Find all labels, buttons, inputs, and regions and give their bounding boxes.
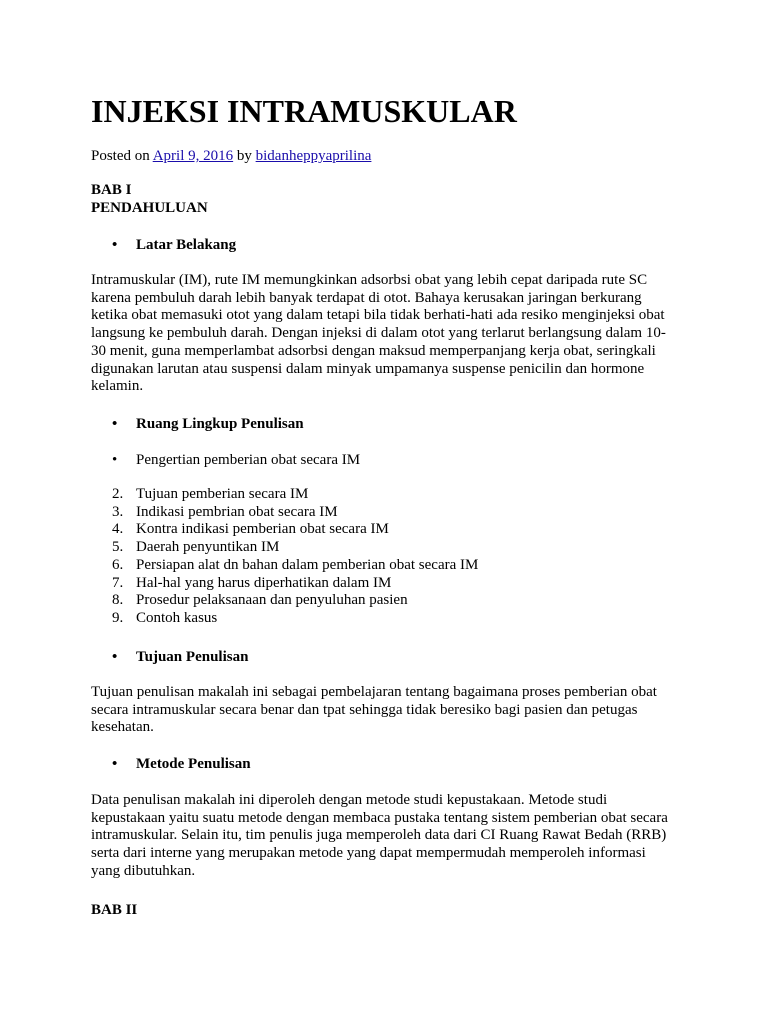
list-item	[112, 610, 478, 628]
list-item-label: Daerah penyuntikan IM	[136, 539, 280, 556]
list-number: 7.	[112, 574, 124, 591]
list-item-label: Contoh kasus	[136, 609, 218, 626]
bullet-icon: •	[112, 416, 118, 432]
paragraph-tujuan: Tujuan penulisan makalah ini sebagai pembelajaran tentang bagaimana proses pemberian obat secara intramuskular secara benar dan tpat sehingga tidak beresiko bagi pasien dan petugas kesehatan.	[91, 684, 657, 736]
section-heading-tujuan	[112, 648, 248, 666]
chapter-number: BAB I	[91, 182, 132, 198]
list-item	[112, 521, 478, 539]
list-item-label: Kontra indikasi pemberian obat secara IM	[136, 521, 389, 538]
list-item-label: Indikasi pembrian obat secara IM	[136, 503, 338, 520]
scope-list	[112, 486, 478, 628]
page-title: INJEKSI INTRAMUSKULAR	[91, 93, 517, 129]
posted-on-label: Posted on	[91, 148, 150, 164]
list-number: 3.	[112, 503, 124, 520]
chapter2-heading: BAB II	[91, 902, 138, 918]
list-item-label: Prosedur pelaksanaan dan penyuluhan pasien	[136, 592, 408, 609]
paragraph-metode: Data penulisan makalah ini diperoleh dengan metode studi kepustakaan. Metode studi kepustakaan yaitu suatu metode dengan membaca pustaka tentang sistem pemberian obat secara intramuskular. Selain itu, tim penulis juga memperoleh data dari CI Ruang Rawat Bedah (RRB) serta dari interne yang merupakan metode yang dapat mempermudah memperoleh informasi yang dibutuhkan.	[91, 792, 668, 879]
list-item-label: Tujuan pemberian secara IM	[136, 486, 309, 502]
list-item	[112, 575, 478, 593]
section-heading-label: Ruang Lingkup Penulisan	[136, 416, 304, 432]
section-heading-latar	[112, 236, 236, 254]
list-item-pengertian	[112, 451, 360, 469]
by-label: by	[236, 148, 252, 164]
list-number: 6.	[112, 556, 124, 573]
list-item-label: Persiapan alat dn bahan dalam pemberian obat secara IM	[136, 556, 479, 573]
list-number: 2.	[112, 486, 124, 502]
list-item-label: Hal-hal yang harus diperhatikan dalam IM	[136, 574, 392, 591]
list-number: 4.	[112, 521, 124, 538]
list-item	[112, 592, 478, 610]
list-item-label: Pengertian pemberian obat secara IM	[136, 452, 361, 468]
post-date-link[interactable]: April 9, 2016	[152, 148, 234, 164]
section-heading-ruang	[112, 415, 304, 433]
post-meta	[91, 146, 371, 166]
bullet-icon: •	[112, 237, 118, 253]
list-item	[112, 504, 478, 522]
section-heading-label: Tujuan Penulisan	[136, 649, 249, 665]
bullet-icon: •	[112, 756, 118, 772]
list-item	[112, 557, 478, 575]
chapter-title: PENDAHULUAN	[91, 199, 208, 216]
bullet-icon: •	[112, 649, 118, 665]
list-number: 8.	[112, 592, 124, 609]
section-heading-label: Latar Belakang	[136, 237, 237, 253]
chapter-heading	[91, 182, 671, 217]
paragraph-latar: Intramuskular (IM), rute IM memungkinkan adsorbsi obat yang lebih cepat daripada rute SC karena pembuluh darah lebih banyak terdapat di otot. Bahaya kerusakan jaringan berkurang ketika obat memasuki otot yang dalam tetapi bila tidak berhati-hati ada resiko menginjeksi obat langsung ke pembuluh darah. Dengan injeksi di dalam otot yang terlarut berlangsung dalam 10-30 menit, guna memperlambat adsorbsi dengan maksud memperpanjang kerja obat, seringkali digunakan larutan atau suspensi dalam minyak umpamanya suspense penicilin dan hormone kelamin.	[91, 272, 666, 395]
list-item	[112, 539, 478, 557]
list-number: 5.	[112, 539, 124, 556]
section-heading-metode	[112, 755, 251, 773]
list-item	[112, 486, 478, 504]
list-number: 9.	[112, 609, 124, 626]
author-link[interactable]: bidanheppyaprilina	[255, 148, 372, 164]
section-heading-label: Metode Penulisan	[136, 756, 251, 772]
bullet-icon: •	[112, 452, 118, 468]
